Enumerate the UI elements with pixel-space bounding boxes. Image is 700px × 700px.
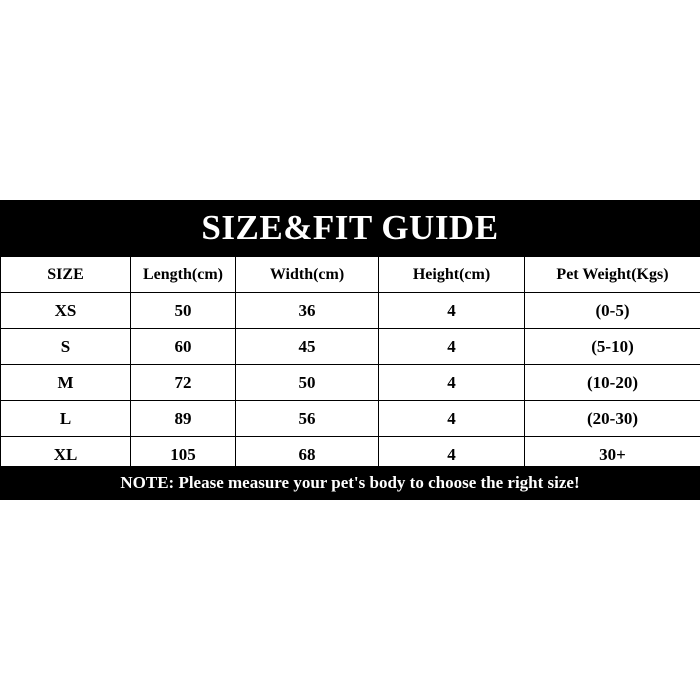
cell-width: 36: [236, 293, 379, 329]
table-header-row: [1, 257, 700, 293]
cell-size: XS: [1, 293, 131, 329]
size-fit-guide: [0, 200, 700, 500]
cell-height: 4: [379, 437, 525, 473]
cell-pet-weight: (5-10): [525, 329, 700, 365]
cell-size: S: [1, 329, 131, 365]
cell-length: 60: [131, 329, 236, 365]
header-pet-weight: Pet Weight(Kgs): [525, 257, 700, 293]
header-size: SIZE: [1, 257, 131, 293]
cell-length: 72: [131, 365, 236, 401]
cell-width: 45: [236, 329, 379, 365]
cell-pet-weight: (0-5): [525, 293, 700, 329]
cell-height: 4: [379, 329, 525, 365]
cell-size: M: [1, 365, 131, 401]
cell-length: 50: [131, 293, 236, 329]
size-table: [0, 256, 700, 473]
table-row: [1, 293, 700, 329]
table-row: [1, 365, 700, 401]
table-row: [1, 401, 700, 437]
cell-height: 4: [379, 365, 525, 401]
cell-pet-weight: (20-30): [525, 401, 700, 437]
cell-width: 50: [236, 365, 379, 401]
guide-title: SIZE&FIT GUIDE: [0, 200, 700, 256]
cell-width: 68: [236, 437, 379, 473]
cell-length: 89: [131, 401, 236, 437]
note-banner: NOTE: Please measure your pet's body to choose the right size!: [0, 466, 700, 500]
table-row: [1, 329, 700, 365]
cell-height: 4: [379, 401, 525, 437]
header-height: Height(cm): [379, 257, 525, 293]
cell-pet-weight: 30+: [525, 437, 700, 473]
cell-length: 105: [131, 437, 236, 473]
cell-size: L: [1, 401, 131, 437]
cell-width: 56: [236, 401, 379, 437]
cell-pet-weight: (10-20): [525, 365, 700, 401]
header-width: Width(cm): [236, 257, 379, 293]
cell-size: XL: [1, 437, 131, 473]
cell-height: 4: [379, 293, 525, 329]
header-length: Length(cm): [131, 257, 236, 293]
